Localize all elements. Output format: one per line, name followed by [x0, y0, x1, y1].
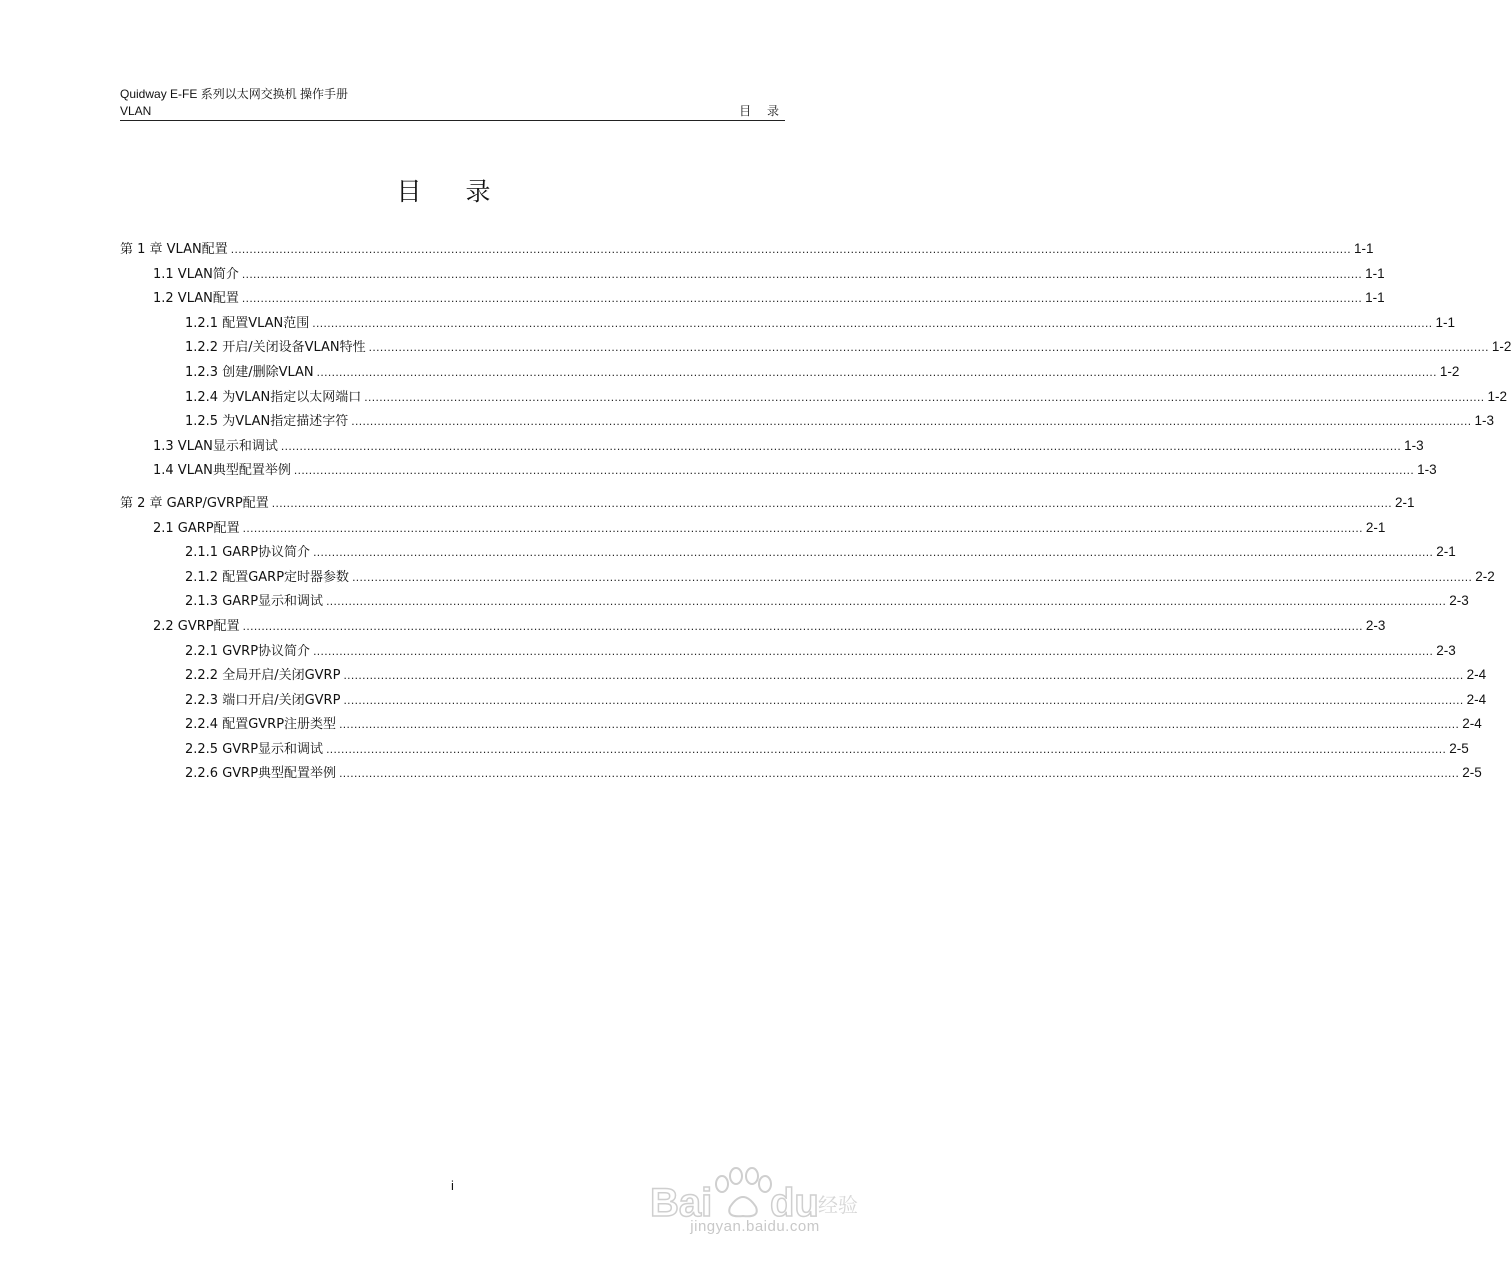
- toc-entry-page: 1-3: [1417, 462, 1437, 478]
- toc-dot-leader: ............................................................................................................................................................................................................................................................................................................: [352, 569, 1473, 584]
- svg-text:Bai: Bai: [650, 1181, 713, 1225]
- toc-entry-label: 2.1.1 GARP协议简介: [185, 545, 311, 561]
- toc-dot-leader: ............................................................................................................................................................................................................................................................................................................: [351, 414, 1472, 429]
- toc-dot-leader: ............................................................................................................................................................................................................................................................................................................: [313, 545, 1434, 560]
- toc-entry-label: 2.2.2 全局开启/关闭GVRP: [185, 668, 341, 684]
- toc-entry-label: 2.1.3 GARP显示和调试: [185, 594, 324, 610]
- svg-text:经验: 经验: [818, 1193, 858, 1217]
- toc-section-entry[interactable]: [120, 517, 1386, 542]
- table-of-contents: [120, 238, 1511, 787]
- toc-section-entry[interactable]: [120, 459, 1437, 484]
- toc-chapter-gap: [120, 484, 788, 492]
- toc-section-entry[interactable]: [120, 615, 1386, 640]
- toc-dot-leader: ............................................................................................................................................................................................................................................................................................................: [280, 438, 1402, 453]
- toc-entry-page: 2-1: [1365, 519, 1386, 535]
- toc-dot-leader: ............................................................................................................................................................................................................................................................................................................: [343, 692, 1464, 707]
- header-section-name: VLAN: [120, 104, 152, 118]
- header-rule: [120, 120, 785, 121]
- toc-entry-label: 1.4 VLAN典型配置举例: [153, 463, 291, 479]
- toc-entry-label: 2.1.2 配置GARP定时器参数: [185, 569, 350, 585]
- toc-dot-leader: ............................................................................................................................................................................................................................................................................................................: [339, 766, 1460, 781]
- toc-entry-page: 1-3: [1474, 413, 1494, 429]
- toc-dot-leader: ............................................................................................................................................................................................................................................................................................................: [343, 668, 1464, 683]
- toc-entry-page: 2-3: [1436, 642, 1456, 658]
- toc-dot-leader: ............................................................................................................................................................................................................................................................................................................: [326, 594, 1447, 609]
- toc-entry-page: 1-2: [1491, 339, 1511, 355]
- header-row-1: [120, 86, 785, 103]
- toc-subsection-entry[interactable]: [120, 713, 1482, 738]
- toc-entry-label: 2.2.3 端口开启/关闭GVRP: [185, 692, 341, 708]
- toc-entry-label: 1.1 VLAN简介: [153, 266, 239, 282]
- toc-entry-page: 2-3: [1449, 593, 1469, 609]
- toc-subsection-entry[interactable]: [120, 762, 1482, 787]
- watermark-url: jingyan.baidu.com: [690, 1218, 820, 1235]
- toc-subsection-entry[interactable]: [120, 590, 1469, 615]
- toc-entry-page: 2-2: [1475, 568, 1495, 584]
- toc-entry-page: 1-1: [1365, 290, 1385, 306]
- toc-entry-label: 1.2 VLAN配置: [153, 291, 239, 307]
- svg-text:du: du: [770, 1181, 819, 1225]
- toc-dot-leader: ............................................................................................................................................................................................................................................................................................................: [316, 364, 1437, 379]
- page-header: [120, 86, 785, 120]
- toc-subsection-entry[interactable]: [120, 689, 1487, 714]
- toc-entry-page: 1-3: [1404, 437, 1424, 453]
- toc-entry-page: 2-5: [1462, 765, 1482, 781]
- toc-subsection-entry[interactable]: [120, 664, 1487, 689]
- header-row-2: [120, 103, 785, 120]
- toc-dot-leader: ............................................................................................................................................................................................................................................................................................................: [312, 315, 1433, 330]
- toc-entry-page: 2-5: [1449, 740, 1469, 756]
- toc-entry-label: 1.2.5 为VLAN指定描述字符: [185, 414, 349, 430]
- toc-entry-label: 2.2.5 GVRP显示和调试: [185, 741, 324, 757]
- toc-subsection-entry[interactable]: [120, 410, 1494, 435]
- toc-entry-page: 2-1: [1394, 494, 1415, 510]
- header-manual-title: Quidway E-FE 系列以太网交换机 操作手册: [120, 87, 349, 101]
- toc-subsection-entry[interactable]: [120, 640, 1456, 665]
- toc-subsection-entry[interactable]: [120, 312, 1455, 337]
- toc-subsection-entry[interactable]: [120, 361, 1460, 386]
- toc-dot-leader: ............................................................................................................................................................................................................................................................................................................: [241, 266, 1363, 281]
- toc-dot-leader: ............................................................................................................................................................................................................................................................................................................: [230, 242, 1351, 256]
- toc-entry-label: 1.3 VLAN显示和调试: [153, 438, 278, 454]
- toc-entry-label: 1.2.1 配置VLAN范围: [185, 315, 310, 331]
- toc-title: 目 录: [396, 177, 509, 206]
- toc-subsection-entry[interactable]: [120, 566, 1495, 591]
- toc-section-entry[interactable]: [120, 263, 1385, 288]
- toc-entry-page: 1-2: [1439, 363, 1460, 379]
- toc-entry-label: 第 2 章 GARP/GVRP配置: [120, 495, 269, 511]
- toc-entry-page: 2-4: [1466, 667, 1487, 683]
- toc-dot-leader: ............................................................................................................................................................................................................................................................................................................: [242, 520, 1363, 535]
- toc-entry-label: 2.1 GARP配置: [153, 520, 240, 536]
- toc-dot-leader: ............................................................................................................................................................................................................................................................................................................: [326, 741, 1447, 756]
- toc-entry-label: 1.2.2 开启/关闭设备VLAN特性: [185, 340, 366, 356]
- toc-entry-label: 2.2.1 GVRP协议简介: [185, 643, 311, 659]
- toc-dot-leader: ............................................................................................................................................................................................................................................................................................................: [271, 495, 1392, 510]
- toc-subsection-entry[interactable]: [120, 386, 1507, 411]
- baidu-jingyan-watermark: [650, 1142, 860, 1247]
- toc-entry-page: 2-3: [1365, 617, 1386, 633]
- toc-entry-page: 1-2: [1487, 388, 1507, 404]
- toc-entry-label: 2.2.6 GVRP典型配置举例: [185, 766, 337, 782]
- toc-entry-page: 2-1: [1436, 544, 1456, 560]
- toc-entry-label: 第 1 章 VLAN配置: [120, 242, 228, 257]
- header-chapter-name: 目 录: [739, 104, 785, 118]
- toc-dot-leader: ............................................................................................................................................................................................................................................................................................................: [339, 717, 1460, 732]
- toc-entry-label: 1.2.3 创建/删除VLAN: [185, 364, 314, 380]
- toc-entry-page: 2-4: [1466, 691, 1487, 707]
- toc-entry-label: 2.2 GVRP配置: [153, 618, 240, 634]
- toc-entry-page: 1-1: [1435, 314, 1455, 330]
- toc-dot-leader: ............................................................................................................................................................................................................................................................................................................: [242, 618, 1363, 633]
- toc-entry-label: 2.2.4 配置GVRP注册类型: [185, 717, 337, 733]
- toc-subsection-entry[interactable]: [120, 541, 1456, 566]
- toc-dot-leader: ............................................................................................................................................................................................................................................................................................................: [241, 291, 1363, 306]
- toc-chapter-entry[interactable]: [120, 492, 1415, 517]
- toc-entry-page: 1-1: [1353, 241, 1374, 256]
- toc-subsection-entry[interactable]: [120, 336, 1511, 361]
- toc-dot-leader: ............................................................................................................................................................................................................................................................................................................: [368, 340, 1489, 355]
- toc-chapter-entry[interactable]: [120, 238, 1374, 263]
- toc-dot-leader: ............................................................................................................................................................................................................................................................................................................: [313, 643, 1434, 658]
- toc-dot-leader: ............................................................................................................................................................................................................................................................................................................: [293, 463, 1415, 478]
- baidu-paw-logo-icon: [650, 1162, 860, 1225]
- toc-entry-label: 1.2.4 为VLAN指定以太网端口: [185, 389, 362, 405]
- toc-section-entry[interactable]: [120, 435, 1424, 460]
- toc-dot-leader: ............................................................................................................................................................................................................................................................................................................: [364, 389, 1485, 404]
- toc-entry-page: 1-1: [1365, 265, 1385, 281]
- page-number: i: [451, 1178, 454, 1193]
- toc-entry-page: 2-4: [1462, 716, 1482, 732]
- toc-subsection-entry[interactable]: [120, 738, 1469, 763]
- toc-section-entry[interactable]: [120, 287, 1385, 312]
